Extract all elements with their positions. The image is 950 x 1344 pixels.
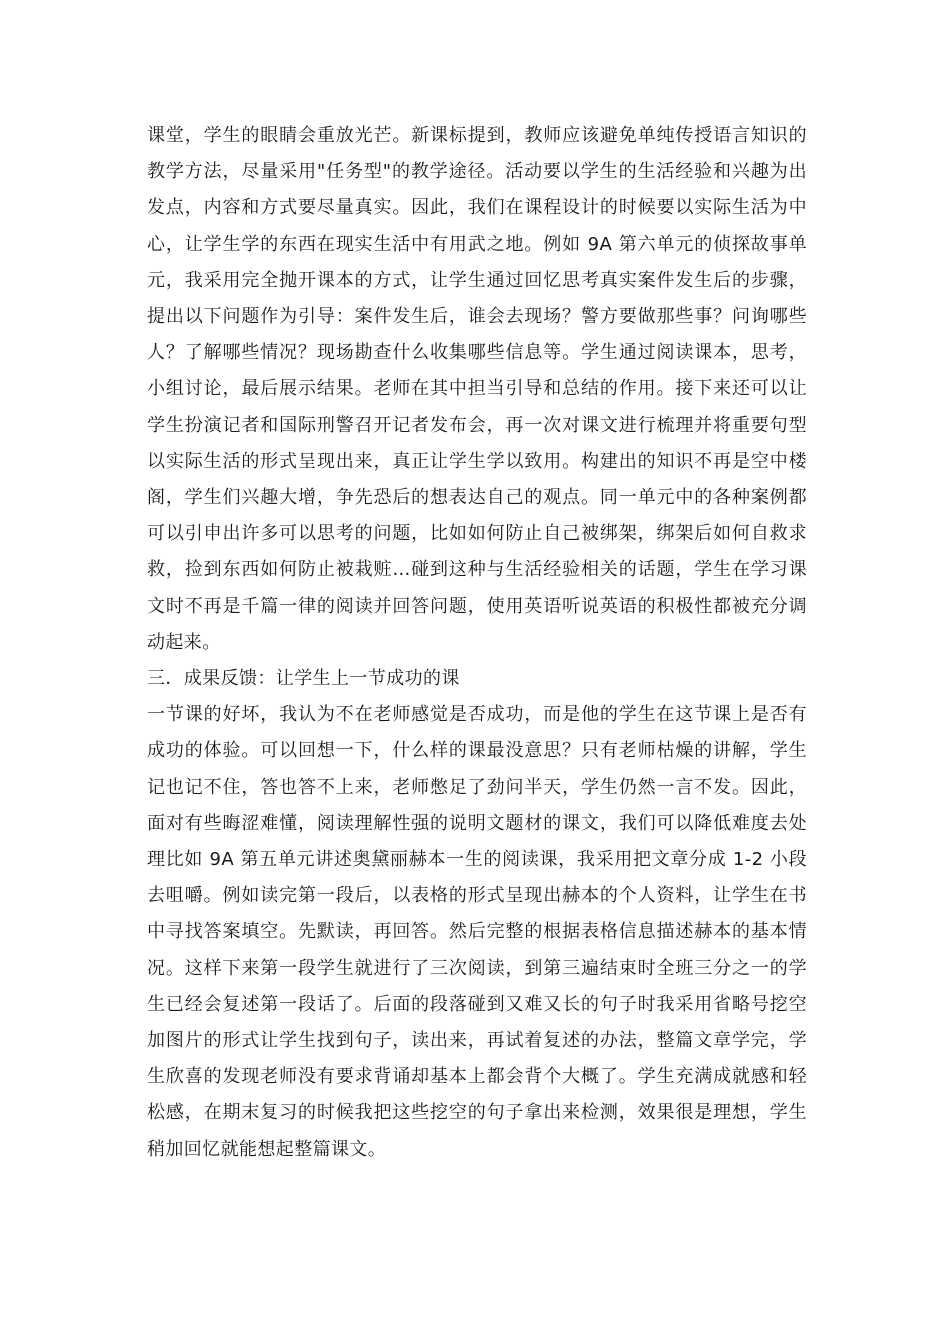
body-paragraph-1: 课堂，学生的眼睛会重放光芒。新课标提到，教师应该避免单纯传授语言知识的教学方法，尽量采用"任务型"的教学途径。活动要以学生的生活经验和兴趣为出发点，内容和方式要尽量真实。因此，我们在课程设计的时候要以实际生活为中心，让学生学的东西在现实生活中有用武之地。例如 9A 第六单元的侦探故事单元，我采用完全抛开课本的方式，让学生通过回忆思考真实案件发生后的步骤，提出以下问题作为引导：案件发生后，谁会去现场？警方要做那些事？问询哪些人？了解哪些情况？现场勘查什么收集哪些信息等。学生通过阅读课本，思考，小组讨论，最后展示结果。老师在其中担当引导和总结的作用。接下来还可以让学生扮演记者和国际刑警召开记者发布会，再一次对课文进行梳理并将重要句型以实际生活的形式呈现出来，真正让学生学以致用。构建出的知识不再是空中楼阁，学生们兴趣大增，争先恐后的想表达自己的观点。同一单元中的各种案例都可以引申出许多可以思考的问题，比如如何防止自己被绑架，绑架后如何自救求救，捡到东西如何防止被栽赃…碰到这种与生活经验相关的话题，学生在学习课文时不再是千篇一律的阅读并回答问题，使用英语听说英语的积极性都被充分调动起来。 xyxy=(147,125,807,653)
document-body xyxy=(147,118,807,1168)
section-heading-3: 三．成果反馈：让学生上一节成功的课 xyxy=(147,668,460,690)
body-paragraph-2: 一节课的好坏，我认为不在老师感觉是否成功，而是他的学生在这节课上是否有成功的体验。可以回想一下，什么样的课最没意思？只有老师枯燥的讲解，学生记也记不住，答也答不上来，老师憋足了劲问半天，学生仍然一言不发。因此，面对有些晦涩难懂，阅读理解性强的说明文题材的课文，我们可以降低难度去处理比如 9A 第五单元讲述奥黛丽赫本一生的阅读课，我采用把文章分成 1-2 小段去咀嚼。例如读完第一段后，以表格的形式呈现出赫本的个人资料，让学生在书中寻找答案填空。先默读，再回答。然后完整的根据表格信息描述赫本的基本情况。这样下来第一段学生就进行了三次阅读，到第三遍结束时全班三分之一的学生已经会复述第一段话了。后面的段落碰到又难又长的句子时我采用省略号挖空加图片的形式让学生找到句子，读出来，再试着复述的办法，整篇文章学完，学生欣喜的发现老师没有要求背诵却基本上都会背个大概了。学生充满成就感和轻松感，在期末复习的时候我把这些挖空的句子拿出来检测，效果很是理想，学生稍加回忆就能想起整篇课文。 xyxy=(147,704,807,1160)
